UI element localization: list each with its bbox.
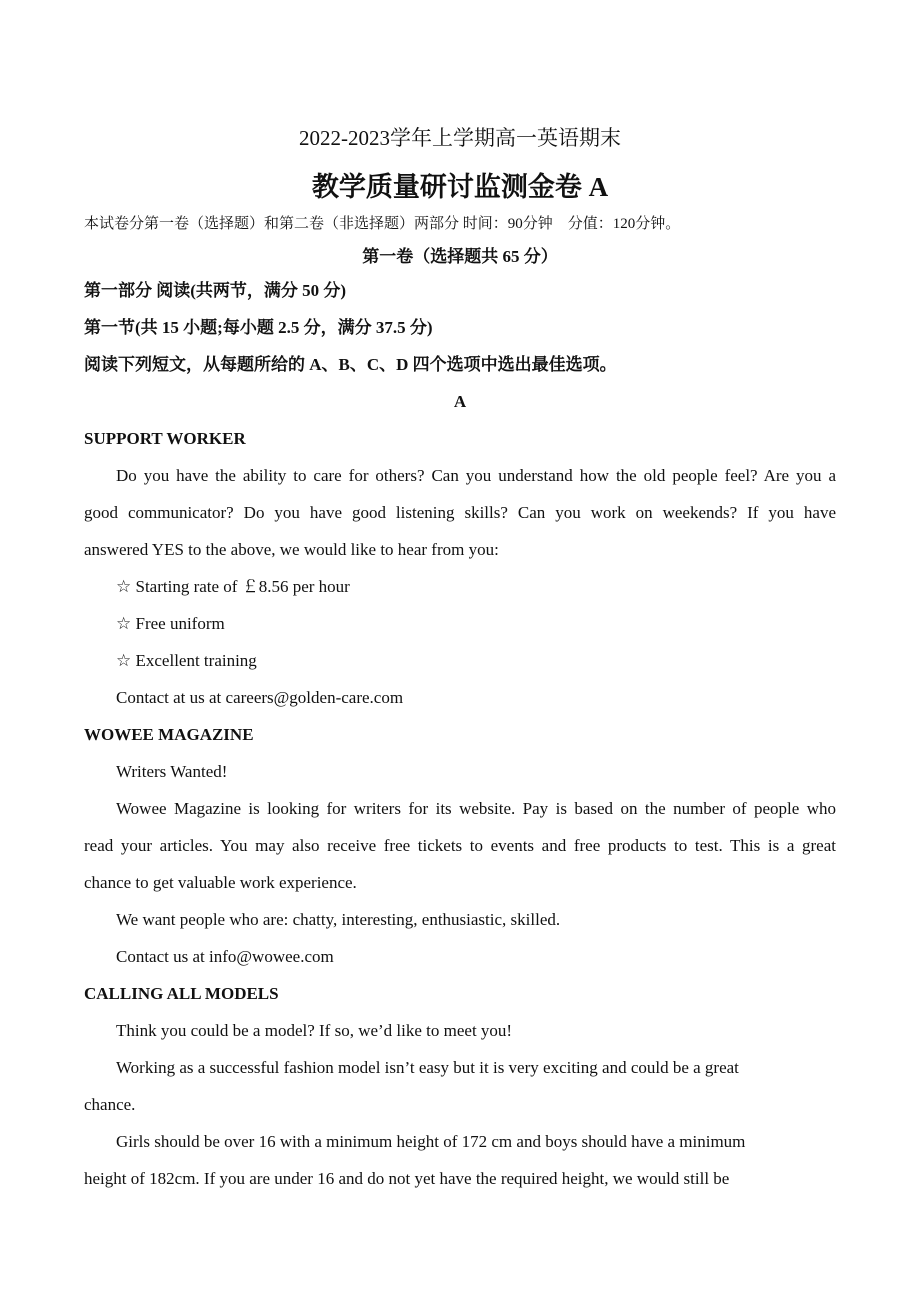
paragraph-line: answered YES to the above, we would like to hear from you: <box>84 540 499 559</box>
paragraph-line: Think you could be a model? If so, we’d like to meet you! <box>116 1021 513 1040</box>
volume-heading: 第一卷（选择题共 65 分） <box>362 247 558 266</box>
paragraph-line: Do you have the ability to care for others? Can you understand how the old people feel? Are you a <box>116 466 836 485</box>
exam-title: 2022-2023学年上学期高一英语期末 <box>299 126 621 150</box>
paragraph-line: Wowee Magazine is looking for writers for its website. Pay is based on the number of people who <box>116 799 836 818</box>
passage-label: A <box>453 392 467 411</box>
contact-line: Contact us at info@wowee.com <box>116 947 334 966</box>
document-body <box>84 272 836 1197</box>
paragraph-line: good communicator? Do you have good listening skills? Can you work on weekends? If you have <box>84 503 836 522</box>
list-item: ☆ Excellent training <box>116 651 257 670</box>
paragraph-line: height of 182cm. If you are under 16 and do not yet have the required height, we would still be <box>84 1169 730 1188</box>
ad-title-support-worker: SUPPORT WORKER <box>84 429 246 448</box>
ad-title-models: CALLING ALL MODELS <box>84 984 279 1003</box>
paragraph-line: read your articles. You may also receive free tickets to events and free products to test. This is a great <box>84 836 836 855</box>
paragraph-line: chance to get valuable work experience. <box>84 873 357 892</box>
paragraph-line: chance. <box>84 1095 136 1114</box>
paragraph-line: Working as a successful fashion model isn’t easy but it is very exciting and could be a great <box>116 1058 739 1077</box>
part-heading: 第一部分 阅读(共两节，满分 50 分) <box>84 281 347 300</box>
contact-line: Contact at us at careers@golden-care.com <box>116 688 404 707</box>
ad-title-wowee: WOWEE MAGAZINE <box>84 725 254 744</box>
directions: 阅读下列短文，从每题所给的 A、B、C、D 四个选项中选出最佳选项。 <box>84 355 617 374</box>
exam-subtitle: 教学质量研讨监测金卷 A <box>311 172 609 202</box>
list-item: ☆ Starting rate of ￡8.56 per hour <box>116 577 350 596</box>
paragraph-line: Writers Wanted! <box>116 762 228 781</box>
exam-info: 本试卷分第一卷（选择题）和第二卷（非选择题）两部分 时间：90分钟 分值：120分钟。 <box>84 216 681 232</box>
paragraph-line: Girls should be over 16 with a minimum height of 172 cm and boys should have a minimum <box>116 1132 746 1151</box>
list-item: ☆ Free uniform <box>116 614 225 633</box>
paragraph-line: We want people who are: chatty, interesting, enthusiastic, skilled. <box>116 910 561 929</box>
section-heading: 第一节(共 15 小题;每小题 2.5 分，满分 37.5 分) <box>84 318 433 337</box>
